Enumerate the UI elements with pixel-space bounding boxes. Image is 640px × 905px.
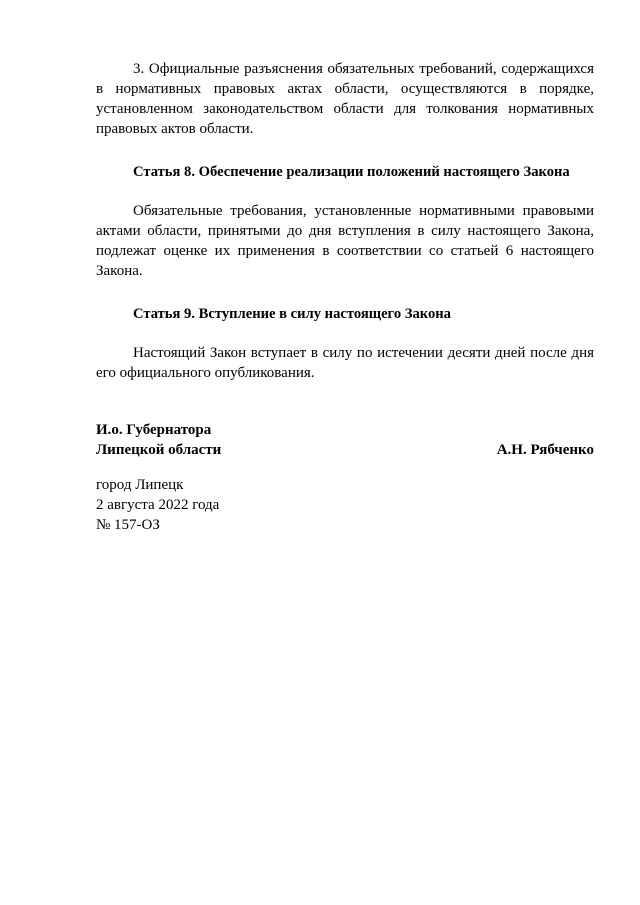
paragraph-3: 3. Официальные разъяснения обязательных требований, содержащихся в нормативных правовых актах области, осуществляются в порядке, установленном законодательством области для толкования нормативных правовых актов области. bbox=[96, 61, 594, 137]
place-date-block bbox=[96, 475, 594, 535]
signatory-title-line2: Липецкой области bbox=[96, 442, 222, 458]
article-9-heading: Статья 9. Вступление в силу настоящего Закона bbox=[133, 306, 451, 322]
law-number: № 157-ОЗ bbox=[96, 517, 160, 533]
signatory-name: А.Н. Рябченко bbox=[496, 442, 594, 458]
date: 2 августа 2022 года bbox=[96, 497, 220, 513]
article-9-text: Настоящий Закон вступает в силу по истечении десяти дней после дня его официального опубликования. bbox=[96, 345, 594, 381]
city: город Липецк bbox=[96, 477, 184, 493]
article-8-text: Обязательные требования, установленные нормативными правовыми актами области, принятыми до дня вступления в силу настоящего Закона, подлежат оценке их применения в соответствии со статьей 6 настоящего Закона. bbox=[96, 203, 594, 279]
signatory-title-line1: И.о. Губернатора bbox=[96, 422, 212, 438]
signature-block bbox=[96, 420, 594, 460]
article-8-heading: Статья 8. Обеспечение реализации положений настоящего Закона bbox=[133, 164, 570, 180]
document-page bbox=[96, 59, 594, 535]
